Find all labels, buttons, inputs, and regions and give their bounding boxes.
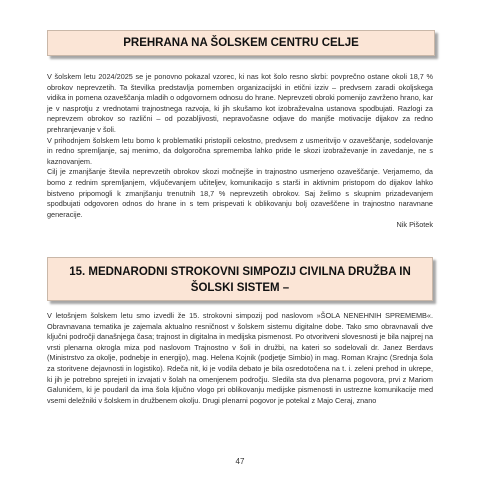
heading-text: PREHRANA NA ŠOLSKEM CENTRU CELJE (123, 37, 359, 49)
section-heading-simpozij (47, 257, 433, 301)
paragraph: V šolskem letu 2024/2025 se je ponovno pokazal vzorec, ki nas kot šolo resno skrbi: povprečno ostane okoli 18,7 % obrokov neprevzetih. Ta številka predstavlja pomemben organizacijski in etični izziv – predvsem zaradi okoljskega vidika in pomena ozaveščanja mladih o odgovornem odnosu do hrane. Neprevzeti obroki pomenijo zavrženo hrano, kar je v nasprotju z vrednotami trajnostnega razvoja, ki jih skušamo kot izobraževalna ustanova spodbujati. Razlogi za neprevzem obrokov so različni – od pozabljivosti, nepravočasne odjave do manjše motivacije dijakov za redno prehranjevanje v šoli. (47, 72, 433, 134)
heading-line-2: ŠOLSKI SISTEM – (190, 282, 290, 294)
section-heading-prehrana (47, 30, 435, 56)
paragraph: Cilj je zmanjšanje števila neprevzetih obrokov skozi močnejše in trajnostno usmerjeno ozaveščanje. Verjamemo, da bomo z rednim spremljanjem, vključevanjem učiteljev, komunikacijo s starši in aktivnim pristopom do dijakov lahko bistveno pripomogli k zmanjšanju trenutnih 18,7 % neprevzetih obrokov. Saj želimo s skupnim prizadevanjem spodbujati odgovoren odnos do hrane in s tem prispevati k oblikovanju bolj ozaveščene in trajnostno naravnane generacije. (47, 167, 433, 219)
author-signature: Nik Pišotek (396, 220, 433, 230)
section-body-prehrana (47, 72, 433, 231)
paragraph: V letošnjem šolskem letu smo izvedli že 15. strokovni simpozij pod naslovom »ŠOLA NENEHNIH SPREMEMB«. Obravnavana tematika je zajemala aktualno resničnost v šolskem sistemu digitalne dobe. Tako smo obravnavali dve ključni področji današnjega časa; trajnost in digitalna in medijska pismenost. Po otvoritveni slovesnosti je bila najprej na vrsti plenarna okrogla miza pod naslovom Trajnostno v šoli in družbi, na kateri so sodelovali dr. Janez Berdavs (Ministrstvo za okolje, podnebje in energijo), mag. Helena Kojnik (podjetje Simbio) in mag. Roman Krajnc (Srednja šola za storitvene dejavnosti in logistiko). Rdeča nit, ki je vodila debato je bila osredotočena na t. i. zeleni prehod in ukrepe, ki jih je potrebno sprejeti in izvajati v šolah na omenjenem področju. Sledila sta dva plenarna pogovora, prvi z Mariom Galunićem, ki je poudaril da ima šola ključno vlogo pri oblikovanju medijske pismenosti in ustrezne komunikacije med vsemi deležniki v šolskem in družbenem okolju. Drugi plenarni pogovor je potekal z Majo Ceraj, znano (47, 311, 433, 405)
page-number: 47 (235, 457, 245, 466)
heading-line-1: 15. MEDNARODNI STROKOVNI SIMPOZIJ CIVILNA DRUŽBA IN (69, 266, 411, 278)
paragraph: V prihodnjem šolskem letu bomo k problematiki pristopili celostno, predvsem z usmeritvijo v ozaveščanje, sodelovanje in redno spremljanje, saj menimo, da dolgoročna sprememba lahko pride le skozi izobraževanje in zavedanje, ne s kaznovanjem. (47, 135, 433, 166)
section-body-simpozij (47, 311, 433, 406)
